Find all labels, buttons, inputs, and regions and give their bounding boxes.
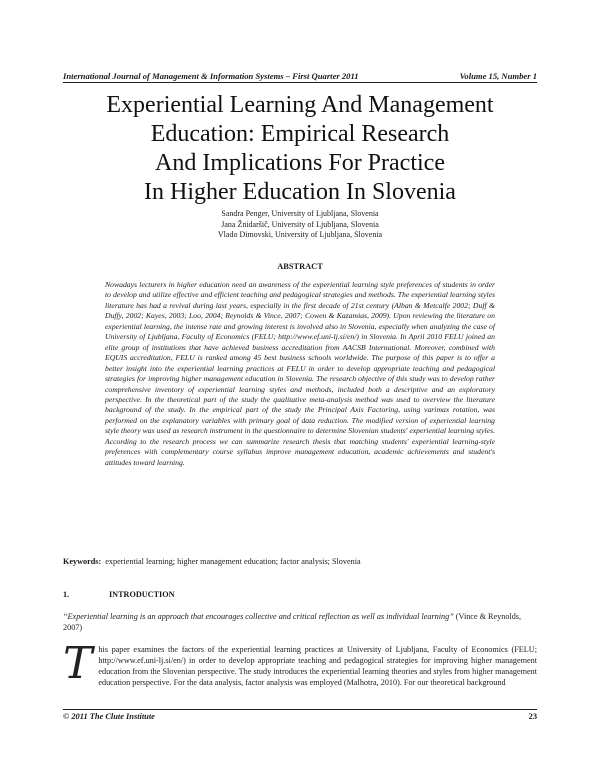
keywords-text: experiential learning; higher management education; factor analysis; Slovenia: [105, 557, 361, 566]
title-line: Education: Empirical Research: [150, 121, 450, 147]
author-line: Sandra Penger, University of Ljubljana, Slovenia: [221, 209, 379, 218]
keywords-label: Keywords:: [63, 557, 102, 566]
page-footer: [63, 712, 537, 721]
title-line: In Higher Education In Slovenia: [144, 179, 456, 205]
drop-cap: T: [63, 638, 93, 689]
page-number: 23: [528, 712, 537, 721]
section-number: 1.: [63, 590, 70, 599]
running-header: [63, 71, 537, 81]
quote-text: “Experiential learning is an approach that encourages collective and critical reflection as well as individual learning”: [63, 612, 454, 621]
intro-text: his paper examines the factors of the experiential learning practices at University of Ljubljana, Faculty of Economics (FELU; http://www.ef.uni-lj.si/en/) in order to develop appropriate teaching and pedagogical strategies for improving higher management education from the Slovenian perspective. The study introduces the experiential learning theories and styles from higher management education perspective. For the data analysis, factor analysis was employed (Malhotra, 2010). For our theoretical background: [98, 645, 537, 687]
author-list: [63, 209, 537, 241]
footer-rule: [63, 709, 537, 710]
abstract-text: Nowadays lecturers in higher education need an awareness of the experiential learning style preferences of students in order to develop and utilize effective and efficient teaching and pedagogical strategies and methods. The experiential learning styles literature has had a revival during last years, especially in the first decade of 21st century (Alban & Metcalfe 2002; Duff & Duffy, 2002; Kayes, 2003; Loo, 2004; Reynolds & Vince, 2007; Cowen & Kazamias, 2009). Upon reviewing the literature on experiential learning, the intense rate and growing interest is involved also in Slovenia, especially when analyzing the case of University of Ljubljana, Faculty of Economics (FELU; http://www.ef.uni-lj.si/en/) in Slovenia. In April 2010 FELU joined an elite group of institutions that have achieved business accreditation from AACSB International. Moreover, combined with EQUIS accreditation, FELU is ranked among 45 best business schools worldwide. The purpose of this paper is to offer a better insight into the experiential learning practices at FELU in order to develop appropriate teaching and pedagogical strategies for improving higher management education in Slovenia. The research objective of this study was to develop rather comprehensive inventory of experiential learning styles and methods, included both a descriptive and an exploratory perspective. In the theoretical part of the study the qualitative meta-analysis method was used to overview the literature background of the study. In the empirical part of the study the Principal Axis Factoring, using varimax rotation, was performed on the explanatory variables with primary goal of data reduction. The modified version of experiential learning style theory was used as research instrument in the questionnaire to determine Slovenian students' experiential learning styles. According to the research process we can summarize research thesis that matching students' experiential learning-style preferences with complementary course syllabus improve management education, academic achievements and student's attitudes toward learning.: [105, 280, 495, 467]
title-line: And Implications For Practice: [155, 150, 445, 176]
paper-title: [63, 91, 537, 207]
section-heading: [63, 590, 175, 599]
volume-number: Volume 15, Number 1: [459, 71, 537, 81]
author-line: Vlado Dimovski, University of Ljubljana, Slovenia: [217, 230, 383, 239]
abstract-heading: ABSTRACT: [277, 262, 323, 271]
intro-paragraph: [63, 638, 537, 689]
header-rule: [63, 82, 537, 83]
quote-citation: (Vince & Reynolds, 2007): [63, 612, 522, 632]
section-title: INTRODUCTION: [109, 590, 175, 599]
author-line: Jana Žnidaršič, University of Ljubljana, Slovenia: [221, 219, 379, 229]
journal-name: International Journal of Management & Information Systems – First Quarter 2011: [63, 71, 359, 81]
keywords: [63, 557, 537, 566]
epigraph-quote: [63, 611, 537, 633]
copyright: © 2011 The Clute Institute: [63, 712, 155, 721]
title-line: Experiential Learning And Management: [106, 92, 494, 118]
